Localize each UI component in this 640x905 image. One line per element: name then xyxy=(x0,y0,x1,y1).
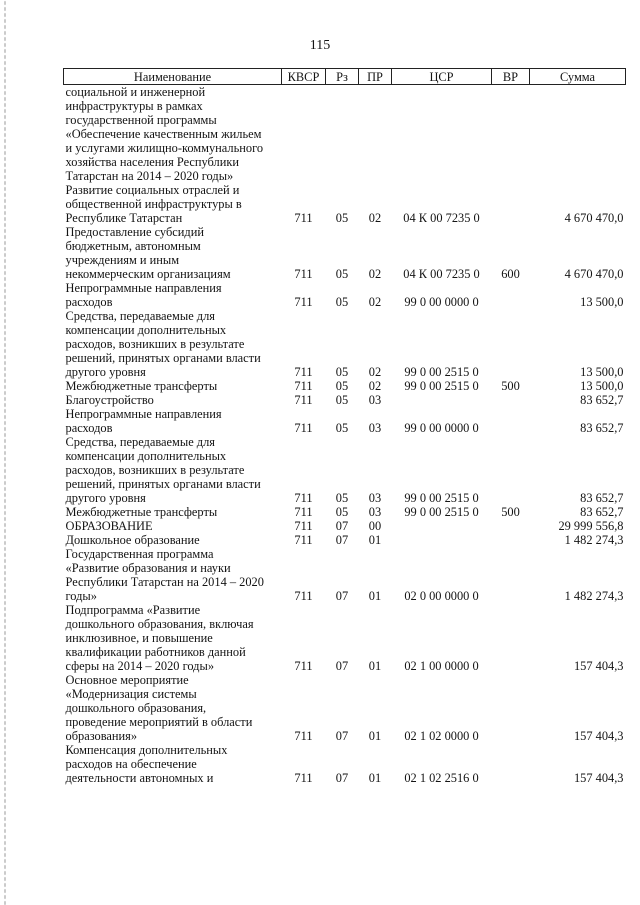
row-name-line: дошкольного образования, xyxy=(65,701,207,715)
kvsr-cell: 711 xyxy=(294,421,313,435)
row-name-line: годы» xyxy=(65,589,97,603)
row-name-line: Республики Татарстан на 2014 – 2020 xyxy=(65,575,264,589)
row-name-cell xyxy=(64,309,282,379)
row-name-line: проведение мероприятий в области xyxy=(65,715,253,729)
sum-cell: 13 500,0 xyxy=(580,379,624,393)
csr-cell: 02 1 00 0000 0 xyxy=(404,659,479,673)
csr-cell: 02 0 00 0000 0 xyxy=(404,589,479,603)
vr-cell: 600 xyxy=(501,267,520,281)
csr-cell: 04 К 00 7235 0 xyxy=(403,211,480,225)
row-name-cell xyxy=(64,225,282,281)
kvsr-cell: 711 xyxy=(294,267,313,281)
column-header-csr: ЦСР xyxy=(392,69,492,85)
table-row xyxy=(64,547,626,603)
row-name-line: Подпрограмма «Развитие xyxy=(65,603,201,617)
row-name-line: инфраструктуры в рамках xyxy=(65,99,203,113)
row-name-line: решений, принятых органами власти xyxy=(65,351,261,365)
row-name-line: Непрограммные направления xyxy=(65,281,222,295)
pr-cell: 03 xyxy=(368,393,382,407)
budget-table xyxy=(63,68,626,785)
sum-cell: 83 652,7 xyxy=(580,421,624,435)
rz-cell: 05 xyxy=(335,379,349,393)
row-name-cell xyxy=(64,183,282,225)
pr-cell: 00 xyxy=(368,519,382,533)
row-name-line: Непрограммные направления xyxy=(65,407,222,421)
row-name-line: Государственная программа xyxy=(65,547,214,561)
row-name-line: Предоставление субсидий xyxy=(65,225,204,239)
pr-cell: 01 xyxy=(368,729,382,743)
row-name-line: общественной инфраструктуры в xyxy=(65,197,242,211)
column-header-sum: Сумма xyxy=(530,69,626,85)
row-name-line: Республике Татарстан xyxy=(65,211,183,225)
vr-cell xyxy=(492,519,530,533)
vr-cell xyxy=(492,183,530,225)
row-name-cell xyxy=(64,379,282,393)
row-name-cell xyxy=(64,743,282,785)
kvsr-cell: 711 xyxy=(294,659,313,673)
sum-cell: 157 404,3 xyxy=(573,771,624,785)
vr-cell xyxy=(492,435,530,505)
row-name-line: расходов xyxy=(65,421,113,435)
rz-cell: 07 xyxy=(335,771,349,785)
rz-cell: 07 xyxy=(335,533,349,547)
vr-cell xyxy=(492,673,530,743)
page-number: 115 xyxy=(309,38,331,53)
row-name-line: Основное мероприятие xyxy=(65,673,189,687)
csr-cell xyxy=(392,533,492,547)
pr-cell: 01 xyxy=(368,589,382,603)
row-name-line: инклюзивное, и повышение xyxy=(65,631,213,645)
column-header-name: Наименование xyxy=(64,69,282,85)
pr-cell: 03 xyxy=(368,421,382,435)
row-name-cell xyxy=(64,435,282,505)
csr-cell: 99 0 00 0000 0 xyxy=(404,295,479,309)
sum-cell xyxy=(530,85,626,184)
row-name-line: решений, принятых органами власти xyxy=(65,477,261,491)
vr-cell xyxy=(492,547,530,603)
row-name-line: расходов xyxy=(65,295,113,309)
row-name-line: «Модернизация системы xyxy=(65,687,197,701)
csr-cell xyxy=(392,519,492,533)
pr-cell: 02 xyxy=(368,267,382,281)
rz-cell: 05 xyxy=(335,211,349,225)
rz-cell: 05 xyxy=(335,491,349,505)
rz-cell xyxy=(326,85,359,184)
rz-cell: 07 xyxy=(335,589,349,603)
row-name-cell xyxy=(64,603,282,673)
sum-cell: 13 500,0 xyxy=(580,365,624,379)
row-name-line: учреждениям и иным xyxy=(65,253,180,267)
table-row xyxy=(64,407,626,435)
table-row xyxy=(64,85,626,184)
csr-cell xyxy=(392,85,492,184)
row-name-line: «Развитие образования и науки xyxy=(65,561,231,575)
row-name-line: ОБРАЗОВАНИЕ xyxy=(65,519,153,533)
pr-cell: 03 xyxy=(368,491,382,505)
table-row xyxy=(64,379,626,393)
row-name-line: Средства, передаваемые для xyxy=(65,309,215,323)
row-name-line: расходов, возникших в результате xyxy=(65,463,245,477)
table-row xyxy=(64,519,626,533)
vr-cell xyxy=(492,309,530,379)
sum-cell: 1 482 274,3 xyxy=(564,533,624,547)
rz-cell: 05 xyxy=(335,393,349,407)
row-name-line: социальной и инженерной xyxy=(65,85,206,99)
vr-cell xyxy=(492,281,530,309)
vr-cell xyxy=(492,603,530,673)
column-header-pr: ПР xyxy=(359,69,392,85)
row-name-line: Татарстан на 2014 – 2020 годы» xyxy=(65,169,234,183)
kvsr-cell: 711 xyxy=(294,295,313,309)
rz-cell: 07 xyxy=(335,519,349,533)
kvsr-cell: 711 xyxy=(294,491,313,505)
column-header-rz: Рз xyxy=(326,69,359,85)
csr-cell: 02 1 02 0000 0 xyxy=(404,729,479,743)
kvsr-cell: 711 xyxy=(294,393,313,407)
row-name-cell xyxy=(64,533,282,547)
sum-cell: 83 652,7 xyxy=(580,491,624,505)
row-name-cell xyxy=(64,407,282,435)
kvsr-cell: 711 xyxy=(294,379,313,393)
sum-cell: 4 670 470,0 xyxy=(564,267,624,281)
rz-cell: 05 xyxy=(335,267,349,281)
table-header-row xyxy=(64,69,626,85)
vr-cell xyxy=(492,743,530,785)
pr-cell xyxy=(359,85,392,184)
csr-cell: 99 0 00 2515 0 xyxy=(404,491,479,505)
kvsr-cell: 711 xyxy=(294,365,313,379)
table-row xyxy=(64,673,626,743)
rz-cell: 05 xyxy=(335,505,349,519)
pr-cell: 03 xyxy=(368,505,382,519)
row-name-cell xyxy=(64,505,282,519)
kvsr-cell xyxy=(282,85,326,184)
column-header-vr: ВР xyxy=(492,69,530,85)
row-name-line: образования» xyxy=(65,729,138,743)
row-name-line: некоммерческим организациям xyxy=(65,267,231,281)
sum-cell: 157 404,3 xyxy=(573,659,624,673)
row-name-line: дошкольного образования, включая xyxy=(65,617,254,631)
sum-cell: 83 652,7 xyxy=(580,505,624,519)
row-name-line: расходов, возникших в результате xyxy=(65,337,245,351)
row-name-cell xyxy=(64,673,282,743)
vr-cell: 500 xyxy=(501,505,520,519)
kvsr-cell: 711 xyxy=(294,729,313,743)
kvsr-cell: 711 xyxy=(294,211,313,225)
vr-cell xyxy=(492,533,530,547)
vr-cell xyxy=(492,407,530,435)
sum-cell: 83 652,7 xyxy=(580,393,624,407)
csr-cell: 04 К 00 7235 0 xyxy=(403,267,480,281)
pr-cell: 02 xyxy=(368,365,382,379)
table-row xyxy=(64,603,626,673)
row-name-line: компенсации дополнительных xyxy=(65,449,227,463)
kvsr-cell: 711 xyxy=(294,533,313,547)
pr-cell: 01 xyxy=(368,771,382,785)
table-row xyxy=(64,533,626,547)
csr-cell: 99 0 00 2515 0 xyxy=(404,379,479,393)
table-row xyxy=(64,309,626,379)
pr-cell: 02 xyxy=(368,211,382,225)
row-name-line: «Обеспечение качественным жильем xyxy=(65,127,262,141)
vr-cell xyxy=(492,85,530,184)
sum-cell: 1 482 274,3 xyxy=(564,589,624,603)
row-name-line: расходов на обеспечение xyxy=(65,757,197,771)
row-name-line: Межбюджетные трансферты xyxy=(65,505,218,519)
sum-cell: 29 999 556,8 xyxy=(558,519,624,533)
csr-cell: 99 0 00 0000 0 xyxy=(404,421,479,435)
row-name-cell xyxy=(64,519,282,533)
row-name-line: Межбюджетные трансферты xyxy=(65,379,218,393)
row-name-line: квалификации работников данной xyxy=(65,645,246,659)
row-name-line: Дошкольное образование xyxy=(65,533,200,547)
pr-cell: 01 xyxy=(368,659,382,673)
csr-cell xyxy=(392,393,492,407)
sum-cell: 13 500,0 xyxy=(580,295,624,309)
row-name-cell xyxy=(64,393,282,407)
row-name-line: Развитие социальных отраслей и xyxy=(65,183,240,197)
row-name-line: бюджетным, автономным xyxy=(65,239,201,253)
pr-cell: 02 xyxy=(368,295,382,309)
row-name-cell xyxy=(64,281,282,309)
row-name-line: и услугами жилищно-коммунального xyxy=(65,141,264,155)
table-row xyxy=(64,393,626,407)
row-name-cell xyxy=(64,85,282,184)
kvsr-cell: 711 xyxy=(294,505,313,519)
row-name-line: деятельности автономных и xyxy=(65,771,214,785)
table-row xyxy=(64,281,626,309)
row-name-line: другого уровня xyxy=(65,365,146,379)
row-name-cell xyxy=(64,547,282,603)
csr-cell: 99 0 00 2515 0 xyxy=(404,365,479,379)
table-body xyxy=(64,85,626,786)
pr-cell: 02 xyxy=(368,379,382,393)
table-row xyxy=(64,225,626,281)
row-name-line: Благоустройство xyxy=(65,393,154,407)
pr-cell: 01 xyxy=(368,533,382,547)
rz-cell: 05 xyxy=(335,295,349,309)
rz-cell: 05 xyxy=(335,365,349,379)
row-name-line: компенсации дополнительных xyxy=(65,323,227,337)
kvsr-cell: 711 xyxy=(294,771,313,785)
sum-cell: 4 670 470,0 xyxy=(564,211,624,225)
csr-cell: 99 0 00 2515 0 xyxy=(404,505,479,519)
rz-cell: 07 xyxy=(335,729,349,743)
csr-cell: 02 1 02 2516 0 xyxy=(404,771,479,785)
row-name-line: Средства, передаваемые для xyxy=(65,435,215,449)
table-row xyxy=(64,505,626,519)
kvsr-cell: 711 xyxy=(294,589,313,603)
rz-cell: 05 xyxy=(335,421,349,435)
sum-cell: 157 404,3 xyxy=(573,729,624,743)
scan-margin-dots xyxy=(4,0,6,905)
rz-cell: 07 xyxy=(335,659,349,673)
row-name-line: сферы на 2014 – 2020 годы» xyxy=(65,659,215,673)
vr-cell xyxy=(492,393,530,407)
row-name-line: другого уровня xyxy=(65,491,146,505)
row-name-line: государственной программы xyxy=(65,113,217,127)
table-row xyxy=(64,183,626,225)
vr-cell: 500 xyxy=(501,379,520,393)
table-row xyxy=(64,743,626,785)
row-name-line: хозяйства населения Республики xyxy=(65,155,240,169)
row-name-line: Компенсация дополнительных xyxy=(65,743,228,757)
column-header-kvsr: КВСР xyxy=(282,69,326,85)
table-row xyxy=(64,435,626,505)
kvsr-cell: 711 xyxy=(294,519,313,533)
